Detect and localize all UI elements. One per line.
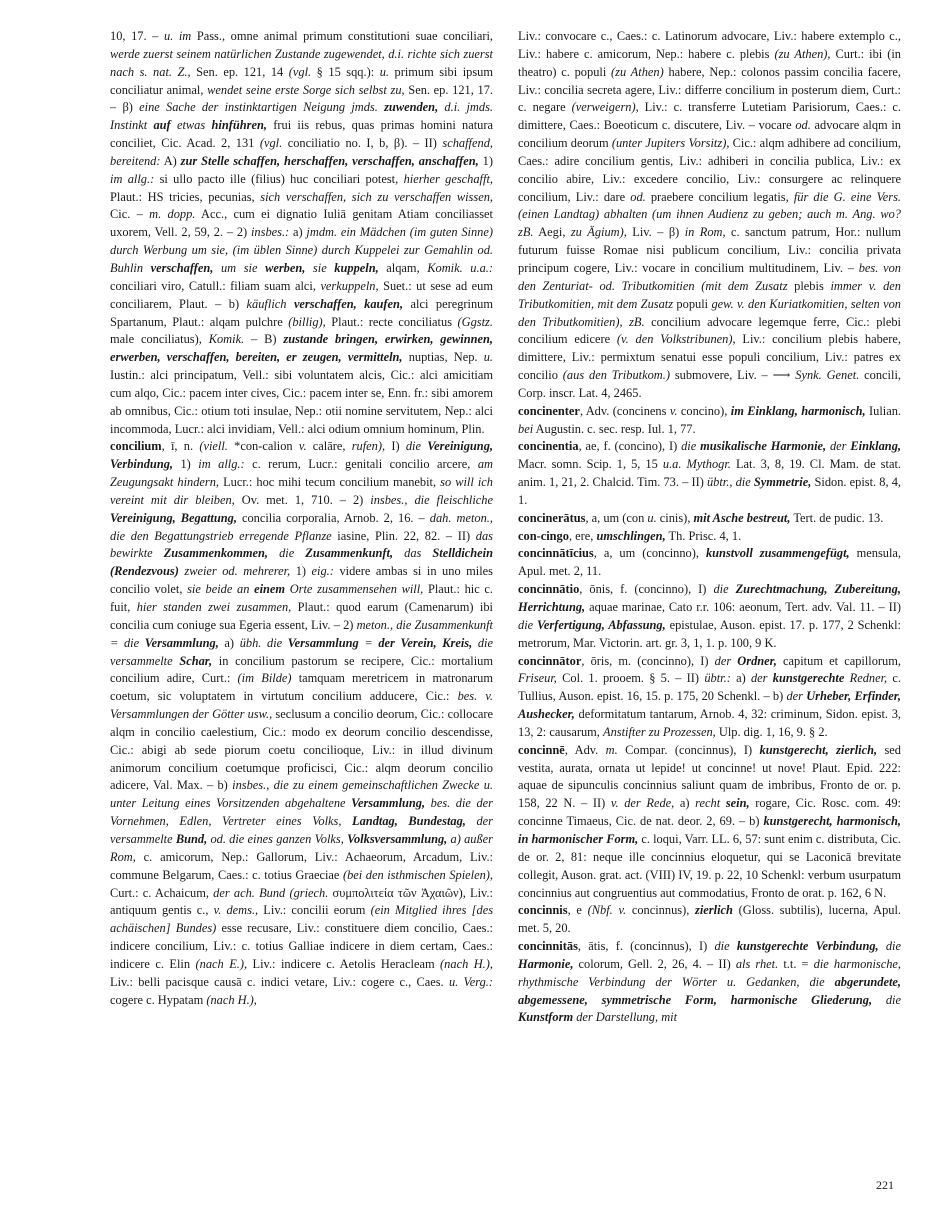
entry-concineratus: concinerātus, a, um (con u. cinis), mit Asche bestreut, Tert. de pudic. 13. (518, 510, 884, 525)
left-column (110, 28, 493, 1009)
entry-concinne: concinnē, Adv. m. Compar. (concinnus), I) kunstgerecht, zierlich, sed vestita, aurata, ornata ut lepide! ut concinne! ut nove! Plaut. Epid. 222: aquae de sipunculis concinnius saliunt quam de imbribus, Fronto de or. p. 158, 22 N. – II) v. der Rede, a) recht sein, rogare, Cic. Rosc. com. 49: concinne Timaeus, Cic. de nat. deor. 2, 69. – b) kunstgerecht, harmonisch, in harmonischer Form, c. loqui, Varr. LL. 6, 57: sunt enim c. distributa, Cic. de or. 2, 81: neque ille concinnius eloquetur, qui se Laconicā brevitate collegit, Auson. grat. act. (VIII) IV, 19. p. 22, 10 Schenkl: verbum usurpatum concinnius aut congruentius aut commodatius, Fronto de orat. p. 162, 6 N. (518, 742, 901, 900)
entry-concilium: concilium, ī, n. (viell. *con-calion v. calāre, rufen), I) die Vereinigung, Verbindung, 1) im allg.: c. rerum, Lucr.: genitali concilio arcere, am Zeugungsakt hindern, Lucr.: hoc mihi tecum concilium manebit, so will ich vereint mit dir bleiben, Ov. met. 1, 710. – 2) insbes., die fleischliche Vereinigung, Begattung, concilia corporalia, Arnob. 2, 16. – dah. meton., die den Begattungstrieb erregende Pflanze iasine, Plin. 22, 82. – II) das bewirkte Zusammenkommen, die Zusammenkunft, das Stelldichein (Rendezvous) zweier od. mehrerer, 1) eig.: videre ambas si in uno miles concilio volet, sie beide an einem Orte zusammensehen will, Plaut.: hic c. fuit, hier standen zwei zusammen, Plaut.: quod earum (Camenarum) ibi concilia cum coniuge sua Egeria essent, Liv. – 2) meton., die Zusammenkunft = die Versammlung, a) übh. die Versammlung = der Verein, Kreis, die versammelte Schar, in concilium pastorum se recipere, Cic.: mortalium concilium adire, Curt.: (im Bilde) tamquam meretricem in matronarum coetum, sic voluptatem in virtutum concilium adducere, Cic.: bes. v. Versammlungen der Götter usw., seclusum a concilio deorum, Cic.: collocare alqm in concilio caelestium, Cic.: modo ex deorum concilio descendisse, Cic.: abigi ab sede piorum coetu concilioque, Liv.: in illud divinum animorum concilium coetumque proficisci, Cic.: alqm deorum concilio adicere, Val. Max. – b) insbes., die zu einem gemeinschaftlichen Zwecke u. unter Leitung eines Vorsitzenden abgehaltene Versammlung, bes. die der Vornehmen, Edlen, Vertreter eines Volks, Landtag, Bundestag, der versammelte Bund, od. die eines ganzen Volks, Volksversammlung, a) außer Rom, c. amicorum, Nep.: Gallorum, Liv.: Achaeorum, Arcadum, Liv.: commune Belgarum, Caes.: c. totius Graeciae (bei den isthmischen Spielen), Curt.: c. Achaicum, der ach. Bund (griech. συμπολιτεία τῶν Ἀχαιῶν), Liv.: antiquum gentis c., v. dems., Liv.: concilii eorum (ein Mitglied ihres [des achäischen] Bundes) esse recusare, Liv.: constituere diem concilio, Caes.: indicere concilium, Liv.: c. totius Galliae indicere in diem certam, Caes.: indicere c. Elin (nach E.), Liv.: indicere c. Aetolis Heracleam (nach H.), Liv.: belli pacisque causā c. indici vetare, Liv.: cogere c., Caes. u. Verg.: cogere c. Hypatam (nach H.), (110, 439, 494, 1007)
entry-concilium-cont: Liv.: convocare c., Caes.: c. Latinorum advocare, Liv.: habere extemplo c., Liv.: habere c. amicorum, Nep.: habere c. plebis (zu Athen), Curt.: ibi (in theatro) c. populi (zu Athen) habere, Nep.: colonos passim concilia facere, Liv.: concilia secreta agere, Liv.: differre concilium in posterum diem, Curt.: c. negare (verweigern), Liv.: c. transferre Lutetiam Parisiorum, Caes.: c. dimittere, Caes.: Boeoticum c. discutere, Liv. – vocare od. advocare alqm in concilium deorum (unter Jupiters Vorsitz), Cic.: alqm adhibere ad concilium, Caes.: adire concilium gentis, Liv.: adhiberi in concilia publica, Liv.: ex concilio abire, Liv.: excedere concilio, Liv.: consurgere ac relinquere concilium, Liv.: dare od. praebere concilium legatis, für die G. eine Vers. (einen Landtag) abhalten (um ihnen Audienz zu geben; auch m. Ang. wo? zB. Aegi, zu Ägium), Liv. – β) in Rom, c. sanctum patrum, Hor.: nullum futurum fuisse Romae nisi publicum concilium, Liv.: concilia privata principum cogere, Liv.: vocare in concilium multitudinem, Liv. – bes. von den Zenturiat- od. Tributkomitien (mit dem Zusatz plebis immer v. den Tributkomitien, mit dem Zusatz populi gew. v. den Kuriatkomitien, selten von den Tributkomitien), zB. concilium advocare legemque ferre, Cic.: plebi concilium edicere (v. den Volkstribunen), Liv.: concilium plebis habere, dimittere, Liv.: permixtum senatui esse populi concilium, Liv.: patres ex concilio (aus den Tributkom.) submovere, Liv. – ⟶ Synk. Genet. concili, Corp. inscr. Lat. 4, 2465. (518, 29, 902, 400)
page-number: 221 (876, 1178, 894, 1192)
entry-conciliare-cont: 10, 17. – u. im Pass., omne animal primum constitutioni suae conciliari, werde zuerst seinem natürlichen Zustande zugewendet, d.i. richte sich zuerst nach s. nat. Z., Sen. ep. 121, 14 (vgl. § 15 sqq.): u. primum sibi ipsum conciliatur animal, wendet seine erste Sorge sich selbst zu, Sen. ep. 121, 17. – β) eine Sache der instinktartigen Neigung jmds. zuwenden, d.i. jmds. Instinkt auf etwas hinführen, frui iis rebus, quas primas homini natura conciliet, Cic. Acad. 2, 131 (vgl. conciliatio no. I, b, β). – II) schaffend, bereitend: A) zur Stelle schaffen, herschaffen, verschaffen, anschaffen, 1) im allg.: si ullo pacto ille (filius) huc conciliari potest, hierher geschafft, Plaut.: HS tricies, pecunias, sich verschaffen, sich zu verschaffen wissen, Cic. – m. dopp. Acc., cum ei dignatio Iuliā genitam Atiam conciliasset uxorem, Vell. 2, 59, 2. – 2) insbes.: a) jmdm. ein Mädchen (im guten Sinne) durch Werbung um sie, (im üblen Sinne) durch Kuppelei zur Gemahlin od. Buhlin verschaffen, um sie werben, sie kuppeln, alqam, Komik. u.a.: conciliari viro, Catull.: filiam suam alci, verkuppeln, Suet.: ut sese ad eum conciliarem, Plaut. – b) käuflich verschaffen, kaufen, alci peregrinum Spartanum, Plaut.: alqam pulchre (billig), Plaut.: recte conciliatus (Ggstz. male conciliatus), Komik. – B) zustande bringen, erwirken, gewinnen, erwerben, verschaffen, bereiten, er zeugen, vermitteln, nuptias, Nep. u. Iustin.: alci principatum, Vell.: sibi voluntatem alcis, Cic.: alci amicitiam cum alqo, Cic.: pacem inter cives, Cic.: pacem inter se, Enn. fr.: sibi amorem ab omnibus, Cic.: otium toti insulae, Nep.: otii nomine servitutem, Nep.: alci incommoda, Lucr.: alci invidiam, Vell.: alci odium omnium hominum, Plin. (110, 29, 494, 436)
entry-concinnis: concinnis, e (Nbf. v. concinnus), zierlich (Gloss. subtilis), lucerna, Apul. met. 5, 20. (518, 903, 902, 936)
entry-concinnitas: concinnitās, ātis, f. (concinnus), I) die kunstgerechte Verbindung, die Harmonie, colorum, Gell. 2, 26, 4. – II) als rhet. t.t. = die harmonische, rhythmische Verbindung der Wörter u. Gedanken, die abgerundete, abgemessene, symmetrische Form, harmonische Gliederung, die Kunstform der Darstellung, mit (518, 939, 902, 1025)
entry-concinnaticius: concinnātīcius, a, um (concinno), kunstvoll zusammengefügt, mensula, Apul. met. 2, 11. (518, 546, 901, 579)
entry-concinenter: concinenter, Adv. (concinens v. concino), im Einklang, harmonisch, Iulian. bei Augustin. c. sec. resp. Iul. 1, 77. (518, 403, 901, 436)
entry-con-cingo: con-cingo, ere, umschlingen, Th. Prisc. 4, 1. (518, 528, 742, 543)
entry-concinnator: concinnātor, ōris, m. (concinno), I) der Ordner, capitum et capillorum, Friseur, Col. 1. prooem. § 5. – II) übtr.: a) der kunstgerechte Redner, c. Tullius, Auson. epist. 16, 15. p. 175, 20 Schenkl. – b) der Urheber, Erfinder, Aushecker, deformitatum tantarum, Arnob. 4, 32: criminum, Sidon. epist. 3, 13, 2: causarum, Anstifter zu Prozessen, Ulp. dig. 1, 16, 9. § 2. (518, 653, 901, 739)
entry-concinnatio: concinnātio, ōnis, f. (concinno), I) die Zurechtmachung, Zubereitung, Herrichtung, aquae marinae, Cato r.r. 106: aeonum, Tert. adv. Val. 11. – II) die Verfertigung, Abfassung, epistulae, Auson. epist. 17. p. 177, 2 Schenkl: metrorum, Mar. Victorin. art. gr. 3, 1, 1. p. 100, 9 K. (518, 582, 901, 650)
right-column (518, 28, 901, 1027)
entry-concinentia: concinentia, ae, f. (concino), I) die musikalische Harmonie, der Einklang, Macr. somn. Scip. 1, 5, 15 u.a. Mythogr. Lat. 3, 8, 19. Cl. Mam. de stat. anim. 1, 21, 2. Chalcid. Tim. 73. – II) übtr., die Symmetrie, Sidon. epist. 8, 4, 1. (518, 439, 901, 507)
